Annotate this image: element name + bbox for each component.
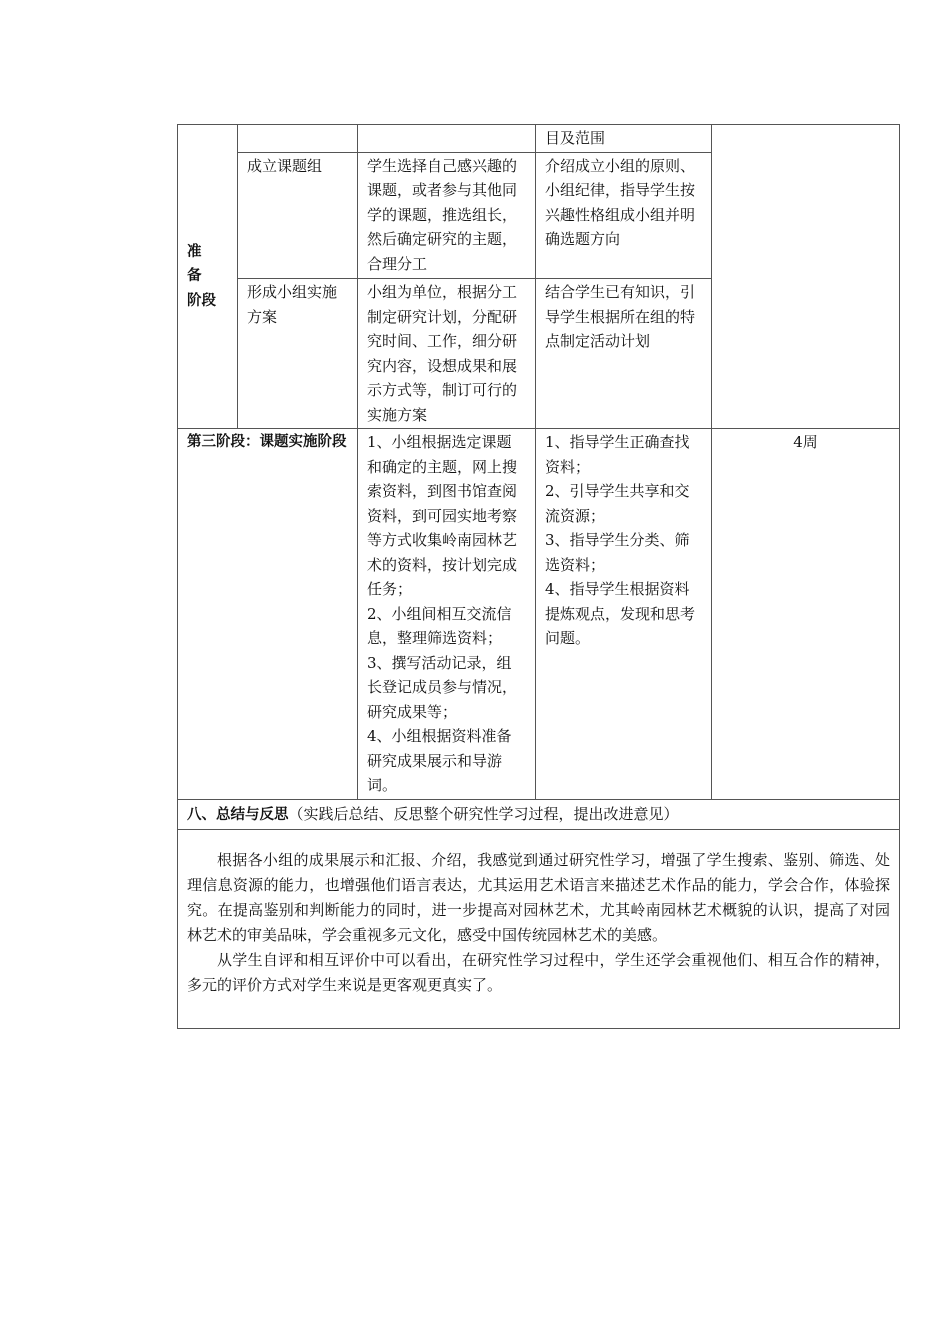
table-row <box>178 830 900 1029</box>
step-text: 成立课题组 <box>247 156 323 175</box>
student-cell-empty <box>358 125 536 153</box>
student-text: 小组为单位，根据分工制定研究计划，分配研究时间、工作，细分研究内容，设想成果和展示方式等，制订可行的实施方案 <box>367 283 518 424</box>
teacher-text: 目及范围 <box>545 129 606 147</box>
teacher-item: 2、引导学生共享和交流资源； <box>545 482 690 525</box>
teacher-item: 1、指导学生正确查找资料； <box>545 433 690 476</box>
stage-label-line2: 阶段 <box>187 292 216 309</box>
table-row <box>178 125 900 153</box>
duration-cell-empty <box>712 125 900 429</box>
student-item: 1、小组根据选定课题和确定的主题，网上搜索资料，到图书馆查阅资料，到可园实地考察等方式收集岭南园林艺术的资料，按计划完成任务； <box>367 433 518 598</box>
step-cell <box>238 279 358 429</box>
student-text: 学生选择自己感兴趣的课题，或者参与其他同学的课题，推选组长，然后确定研究的主题，合理分工 <box>367 156 518 273</box>
summary-paragraph: 从学生自评和相互评价中可以看出，在研究性学习过程中，学生还学会重视他们、相互合作的精神，多元的评价方式对学生来说是更客观更真实了。 <box>187 951 890 994</box>
teacher-text: 介绍成立小组的原则、小组纪律，指导学生按兴趣性格组成小组并明确选题方向 <box>545 156 696 248</box>
student-item: 3、撰写活动记录，组长登记成员参与情况，研究成果等； <box>367 653 518 721</box>
teacher-cell <box>536 429 712 800</box>
research-plan-table <box>177 124 900 1029</box>
duration-text: 4周 <box>793 433 818 451</box>
summary-heading-note: （实践后总结、反思整个研究性学习过程，提出改进意见） <box>288 804 679 823</box>
teacher-cell <box>536 125 712 153</box>
teacher-item: 3、指导学生分类、筛选资料； <box>545 531 690 574</box>
teacher-cell <box>536 279 712 429</box>
summary-paragraph: 根据各小组的成果展示和汇报、介绍，我感觉到通过研究性学习，增强了学生搜索、鉴别、筛选、处理信息资源的能力，也增强他们语言表达，尤其运用艺术语言来描述艺术作品的能力，学会合作，体验探究。在提高鉴别和判断能力的同时，进一步提高对园林艺术，尤其岭南园林艺术概貌的认识，提高了对园林艺术的审美品味，学会重视多元文化，感受中国传统园林艺术的美感。 <box>187 851 890 944</box>
table-row <box>178 799 900 830</box>
summary-heading: 八、总结与反思 <box>187 806 289 823</box>
summary-heading-cell <box>178 799 900 830</box>
step-text: 形成小组实施方案 <box>247 283 338 326</box>
stage3-label: 第三阶段：课题实施阶段 <box>187 434 347 450</box>
summary-body-cell <box>178 830 900 1029</box>
student-cell <box>358 429 536 800</box>
stage3-label-cell <box>178 429 358 800</box>
stage-label-cell <box>178 125 238 429</box>
step-cell <box>238 152 358 279</box>
stage-label-line1: 准 备 <box>187 243 214 285</box>
step-cell-empty <box>238 125 358 153</box>
teacher-text: 结合学生已有知识，引导学生根据所在组的特点制定活动计划 <box>545 283 696 350</box>
teacher-item: 4、指导学生根据资料提炼观点，发现和思考问题。 <box>545 580 696 647</box>
student-cell <box>358 279 536 429</box>
student-item: 2、小组间相互交流信息，整理筛选资料； <box>367 604 512 647</box>
student-cell <box>358 152 536 279</box>
table-row <box>178 429 900 800</box>
student-item: 4、小组根据资料准备研究成果展示和导游词。 <box>367 727 512 794</box>
duration-cell <box>712 429 900 800</box>
teacher-cell <box>536 152 712 279</box>
